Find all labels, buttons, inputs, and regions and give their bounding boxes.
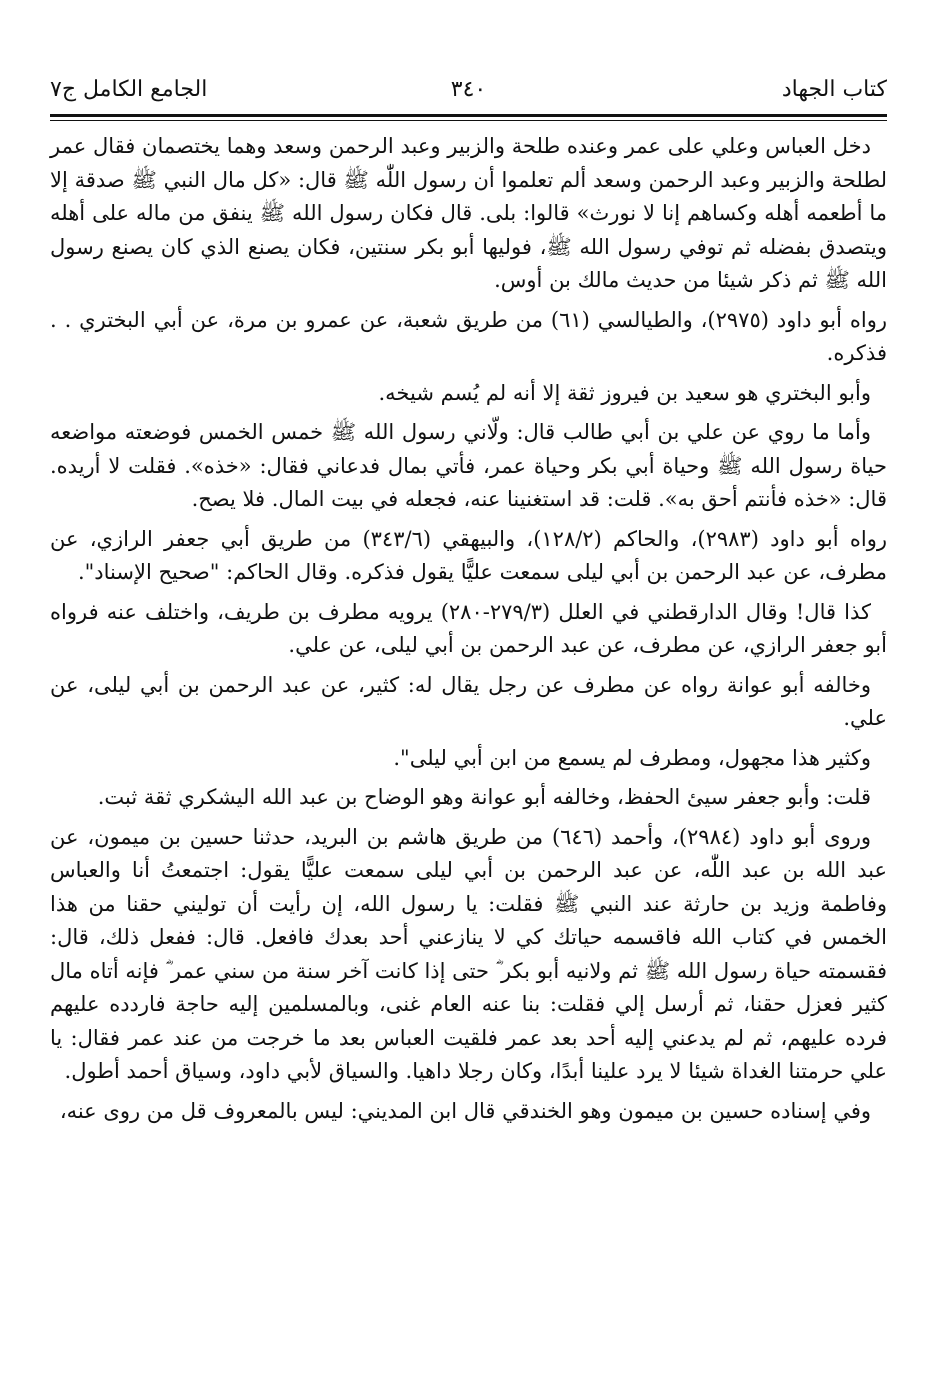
paragraph: كذا قال! وقال الدارقطني في العلل (٢٧٩/٣-٢٨٠) يرويه مطرف بن طريف، واختلف عنه فرواه أبو جعفر الرازي، عن مطرف، عن عبد الرحمن بن أبي ليلى، عن علي. — [50, 599, 887, 657]
paragraph: وأما ما روي عن علي بن أبي طالب قال: ولّاني رسول الله ﷺ خمس الخمس فوضعته مواضعه حياة رسول الله ﷺ وحياة أبي بكر وحياة عمر، فأتي بمال فدعاني فقال: «خذه». فقلت لا أريده. قال: «خذه فأنتم أحق به». قلت: قد استغنينا عنه، فجعله في بيت المال. فلا يصح. — [50, 420, 887, 511]
paragraph: وروى أبو داود (٢٩٨٤)، وأحمد (٦٤٦) من طريق هاشم بن البريد، حدثنا حسين بن ميمون، عن عبد الله بن عبد اللّٰه، عن عبد الرحمن بن أبي ليلى سمعت عليًّا يقول: اجتمعتُ أنا والعباس وفاطمة وزيد بن حارثة عند النبي ﷺ فقلت: يا رسول الله، إن رأيت أن توليني حقنا من هذا الخمس في كتاب الله فاقسمه حياتك كي لا ينازعني أحد بعدك فافعل. قال: ففعل ذلك، قال: فقسمته حياة رسول الله ﷺ ثم ولانيه أبو بكر ؓ حتى إذا كانت آخر سنة من سني عمر ؓ فإنه أتاه مال كثير فعزل حقنا، ثم أرسل إلي فقلت: بنا عنه العام غنى، وبالمسلمين إليه حاجة فاردده عليهم فرده عليهم، ثم لم يدعني إليه أحد بعد عمر فلقيت العباس بعد ما خرجت من عند عمر فقال: يا علي حرمتنا الغداة شيئا لا يرد علينا أبدًا، وكان رجلا داهيا. والسياق لأبي داود، وسياق أحمد أطول. — [50, 824, 887, 1083]
paragraph: رواه أبو داود (٢٩٧٥)، والطيالسي (٦١) من طريق شعبة، عن عمرو بن مرة، عن أبي البختري . . فذكره. — [50, 307, 887, 365]
paragraph: وفي إسناده حسين بن ميمون وهو الخندقي قال ابن المديني: ليس بالمعروف قل من روى عنه، — [59, 1098, 871, 1123]
page-number: ٣٤٠ — [450, 77, 487, 102]
paragraph: وأبو البختري هو سعيد بن فيروز ثقة إلا أنه لم يُسم شيخه. — [378, 380, 871, 405]
page-header — [50, 72, 887, 108]
paragraph: دخل العباس وعلي على عمر وعنده طلحة والزبير وعبد الرحمن وسعد وهما يختصمان فقال عمر لطلحة والزبير وعبد الرحمن وسعد ألم تعلموا أن رسول اللّٰه ﷺ قال: «كل مال النبي ﷺ صدقة إلا ما أطعمه أهله وكساهم إنا لا نورث» قالوا: بلى. قال فكان رسول الله ﷺ ينفق من ماله على أهله ويتصدق بفضله ثم توفي رسول الله ﷺ، فوليها أبو بكر سنتين، فكان يصنع الذي كان يصنع رسول الله ﷺ ثم ذكر شيئا من حديث مالك بن أوس. — [50, 134, 887, 292]
paragraph: قلت: وأبو جعفر سيئ الحفظ، وخالفه أبو عوانة وهو الوضاح بن عبد الله اليشكري ثقة ثبت. — [97, 785, 871, 809]
paragraph: رواه أبو داود (٢٩٨٣)، والحاكم (١٢٨/٢)، والبيهقي (٣٤٣/٦) من طريق أبي جعفر الرازي، عن مطرف، عن عبد الرحمن بن أبي ليلى سمعت عليًّا يقول فذكره. وقال الحاكم: "صحيح الإسناد". — [50, 526, 887, 584]
series-title: الجامع الكامل ج٧ — [50, 77, 208, 102]
header-divider — [50, 114, 887, 121]
paragraph: وكثير هذا مجهول، ومطرف لم يسمع من ابن أبي ليلى". — [393, 745, 871, 770]
book-title: كتاب الجهاد — [781, 77, 887, 102]
paragraph: وخالفه أبو عوانة رواه عن مطرف عن رجل يقال له: كثير، عن عبد الرحمن بن أبي ليلى، عن علي. — [50, 672, 887, 730]
body-text — [50, 130, 887, 1134]
